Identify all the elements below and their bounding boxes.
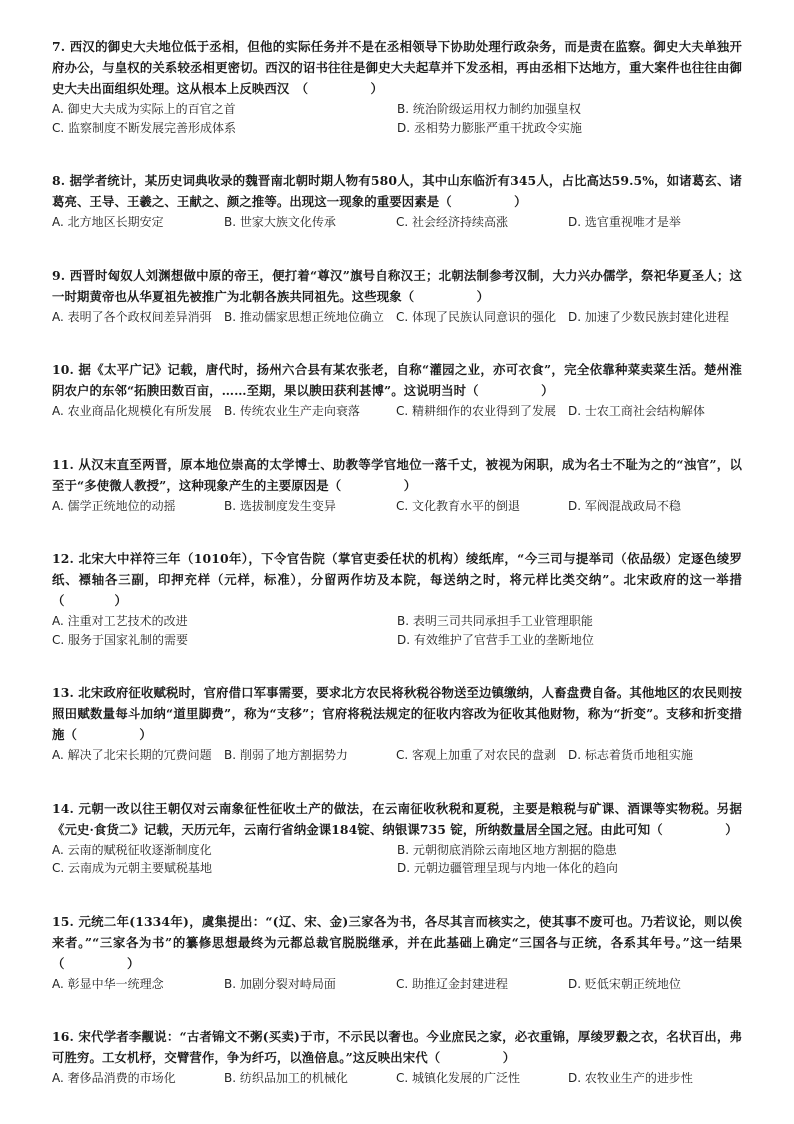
option-a[interactable]: A. 彰显中华一统理念 bbox=[52, 976, 164, 991]
option-a[interactable]: A. 注重对工艺技术的改进 bbox=[52, 614, 188, 628]
options-group bbox=[52, 1069, 742, 1088]
question-stem: 9. 西晋时匈奴人刘渊想做中原的帝王，便打着“尊汉”旗号自称汉王；北朝法制参考汉制，大力兴办儒学，祭祀华夏圣人；这一时期黄帝也从华夏祖先被推广为北朝各族共同祖先。这些现象（ ） bbox=[52, 267, 742, 304]
question-stem: 7. 西汉的御史大夫地位低于丞相，但他的实际任务并不是在丞相领导下协助处理行政杂务，而是责在监察。御史大夫单独开府办公，与皇权的关系较丞相更密切。西汉的诏书往往是御史大夫起草并下发丞相，再由丞相下达地方，重大案件也往往由御史大夫出面组织处理。这从根本上反映西汉 （ ） bbox=[52, 39, 742, 96]
option-a[interactable]: A. 奢侈品消费的市场化 bbox=[52, 1071, 176, 1085]
option-b[interactable]: B. 选拔制度发生变异 bbox=[224, 498, 336, 513]
option-d[interactable]: D. 军阀混战政局不稳 bbox=[568, 498, 681, 513]
option-c[interactable]: C. 云南成为元朝主要赋税基地 bbox=[52, 861, 213, 875]
options-group bbox=[52, 612, 742, 649]
question-stem: 8. 据学者统计，某历史词典收录的魏晋南北朝时期人物有580人，其中山东临沂有345人，占比高达59.5%，如诸葛玄、诸葛亮、王导、王羲之、王献之、颜之推等。出现这一现象的重要因素是（ ） bbox=[52, 173, 742, 209]
question-stem: 12. 北宋大中祥符三年（1010年），下令官告院（掌官吏委任状的机构）绫纸库，“今三司与提举司（依品级）定逐色绫罗纸、褾轴各三副，印押充样（元样，标准），分留两作坊及本院，每送纳之时，将元样比类交纳”。北宋政府的这一举措（ ） bbox=[52, 551, 742, 608]
question-15 bbox=[52, 911, 742, 994]
option-b[interactable]: B. 统治阶级运用权力制约加强皇权 bbox=[397, 102, 581, 116]
option-a[interactable]: A. 农业商品化规模化有所发展 bbox=[52, 404, 212, 418]
option-a[interactable]: A. 儒学正统地位的动摇 bbox=[52, 498, 176, 513]
option-a[interactable]: A. 解决了北宋长期的冗费问题 bbox=[52, 748, 212, 762]
option-b[interactable]: B. 纺织品加工的机械化 bbox=[224, 1071, 348, 1085]
option-b[interactable]: B. 传统农业生产走向衰落 bbox=[224, 404, 360, 418]
question-10 bbox=[52, 359, 742, 421]
question-stem: 11. 从汉末直至两晋，原本地位崇高的太学博士、助教等学官地位一落千丈，被视为闲职，成为名士不耻为之的“浊官”，以至于“多使微人教授”，这种现象产生的主要原因是（ ） bbox=[52, 456, 742, 493]
option-a[interactable]: A. 北方地区长期安定 bbox=[52, 215, 164, 229]
option-b[interactable]: B. 推动儒家思想正统地位确立 bbox=[224, 309, 384, 324]
options-group bbox=[52, 308, 742, 327]
question-stem: 13. 北宋政府征收赋税时，官府借口军事需要，要求北方农民将秋税谷物送至边镇缴纳，人畜盘费自备。其他地区的农民则按照田赋数量每斗加纳“道里脚费”，称为“支移”；官府将税法规定的征收内容改为征收其他财物，称为“折变”。支移和折变措施（ ） bbox=[52, 685, 742, 742]
question-stem: 16. 宋代学者李觏说：“古者锦文不粥(买卖)于市，不示民以奢也。今业庶民之家，必衣重锦，厚绫罗縠之衣，名状百出，弗可胜穷。工女机杼，交臂营作，争为纤巧，以渔倍息。”这反映出宋代（ ） bbox=[52, 1029, 742, 1065]
option-d[interactable]: D. 有效维护了官营手工业的垄断地位 bbox=[397, 632, 594, 647]
option-d[interactable]: D. 选官重视唯才是举 bbox=[568, 215, 681, 229]
option-d[interactable]: D. 丞相势力膨胀严重干扰政令实施 bbox=[397, 120, 582, 135]
options-group bbox=[52, 841, 742, 878]
option-c[interactable]: C. 精耕细作的农业得到了发展 bbox=[396, 404, 557, 418]
option-a[interactable]: A. 表明了各个政权间差异消弭 bbox=[52, 309, 212, 324]
option-d[interactable]: D. 士农工商社会结构解体 bbox=[568, 404, 705, 418]
question-11 bbox=[52, 454, 742, 516]
question-9 bbox=[52, 265, 742, 327]
option-c[interactable]: C. 监察制度不断发展完善形成体系 bbox=[52, 120, 237, 135]
option-a[interactable]: A. 云南的赋税征收逐渐制度化 bbox=[52, 842, 212, 857]
options-group bbox=[52, 402, 742, 421]
option-c[interactable]: C. 助推辽金封建进程 bbox=[396, 976, 509, 991]
options-group bbox=[52, 213, 742, 232]
option-d[interactable]: D. 加速了少数民族封建化进程 bbox=[568, 309, 729, 324]
question-13 bbox=[52, 682, 742, 765]
options-group bbox=[52, 100, 742, 137]
question-7 bbox=[52, 36, 742, 137]
option-b[interactable]: B. 加剧分裂对峙局面 bbox=[224, 976, 336, 991]
question-stem: 10. 据《太平广记》记载，唐代时，扬州六合县有某农张老，自称“灌园之业，亦可衣食”，完全依靠种菜卖菜生活。楚州淮阴农户的东邻“拓腴田数百亩，……至期，果以腴田获利甚博”。这说明当时（ ） bbox=[52, 362, 742, 398]
option-d[interactable]: D. 标志着货币地租实施 bbox=[568, 748, 693, 762]
options-group bbox=[52, 497, 742, 516]
question-stem: 14. 元朝一改以往王朝仅对云南象征性征收土产的做法，在云南征收秋税和夏税，主要是粮税与矿课、酒课等实物税。另据《元史·食货二》记载，天历元年，云南行省纳金课184锭、纳银课735 锭，所纳数量居全国之冠。由此可知（ ） bbox=[52, 800, 742, 837]
question-stem: 15. 元统二年(1334年)，虞集提出：“(辽、宋、金)三家各为书，各尽其言而核实之，使其事不废可也。乃若议论，则以俟来者。”“三家各为书”的纂修思想最终为元都总裁官脱脱继承，并在此基础上确定“三国各与正统，各系其年号。”这一结果（ ） bbox=[52, 913, 742, 971]
option-d[interactable]: D. 元朝边疆管理呈现与内地一体化的趋向 bbox=[397, 861, 618, 875]
question-16 bbox=[52, 1026, 742, 1088]
option-d[interactable]: D. 贬低宋朝正统地位 bbox=[568, 976, 681, 991]
option-c[interactable]: C. 体现了民族认同意识的强化 bbox=[396, 309, 557, 324]
option-c[interactable]: C. 服务于国家礼制的需要 bbox=[52, 632, 189, 647]
option-b[interactable]: B. 世家大族文化传承 bbox=[224, 215, 336, 229]
options-group bbox=[52, 975, 742, 994]
question-12 bbox=[52, 548, 742, 649]
option-b[interactable]: B. 元朝彻底消除云南地区地方割据的隐患 bbox=[397, 842, 617, 857]
option-a[interactable]: A. 御史大夫成为实际上的百官之首 bbox=[52, 102, 236, 116]
options-group bbox=[52, 746, 742, 765]
option-d[interactable]: D. 农牧业生产的进步性 bbox=[568, 1071, 693, 1085]
option-c[interactable]: C. 城镇化发展的广泛性 bbox=[396, 1071, 521, 1085]
option-b[interactable]: B. 表明三司共同承担手工业管理职能 bbox=[397, 614, 593, 628]
option-b[interactable]: B. 削弱了地方割据势力 bbox=[224, 748, 348, 762]
option-c[interactable]: C. 客观上加重了对农民的盘剥 bbox=[396, 748, 557, 762]
option-c[interactable]: C. 文化教育水平的倒退 bbox=[396, 498, 521, 513]
option-c[interactable]: C. 社会经济持续高涨 bbox=[396, 215, 509, 229]
question-8 bbox=[52, 170, 742, 232]
question-14 bbox=[52, 798, 742, 878]
